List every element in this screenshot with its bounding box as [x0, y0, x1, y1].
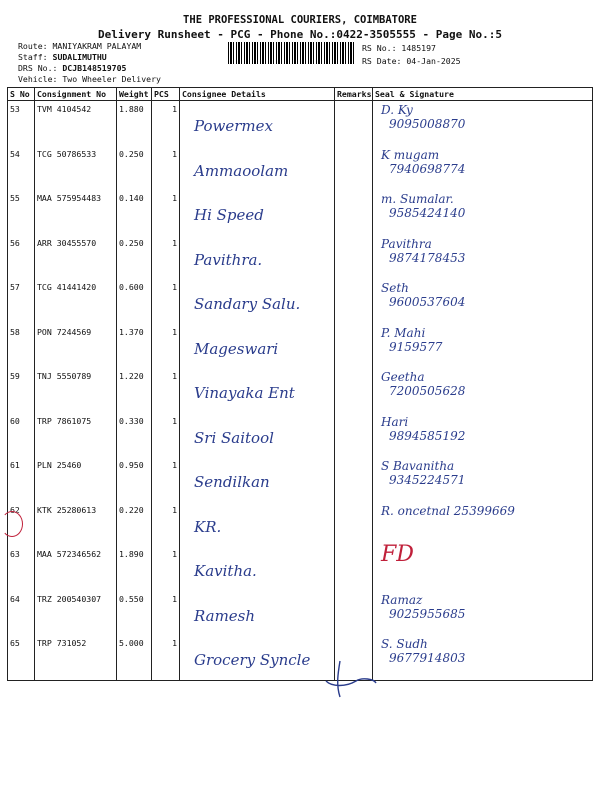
consignee-handwriting: Ammaoolam [194, 161, 289, 180]
row-consignee-cell [180, 502, 335, 547]
row-weight: 0.250 [117, 235, 152, 280]
consignee-handwriting: Pavithra. [194, 250, 263, 269]
col-consignment: Consignment No [35, 88, 117, 101]
row-consignee-cell [180, 146, 335, 191]
row-seal-cell [373, 324, 593, 369]
row-sno: 57 [8, 279, 35, 324]
staff-line [18, 52, 107, 62]
row-pcs: 1 [152, 146, 180, 191]
row-seal-cell [373, 502, 593, 547]
consignee-handwriting: Sandary Salu. [194, 295, 301, 313]
row-pcs: 1 [152, 101, 180, 146]
row-remarks [335, 368, 373, 413]
consignee-handwriting: Sendilkan [194, 473, 270, 491]
table-row [8, 368, 593, 413]
row-pcs: 1 [152, 502, 180, 547]
row-weight: 0.550 [117, 591, 152, 636]
row-sno: 59 [8, 368, 35, 413]
row-sno: 61 [8, 457, 35, 502]
row-remarks [335, 324, 373, 369]
row-sno: 55 [8, 190, 35, 235]
vehicle-label: Vehicle: Two Wheeler Delivery [18, 74, 161, 84]
row-pcs: 1 [152, 235, 180, 280]
row-consignment: TVM 4104542 [35, 101, 117, 146]
table-row [8, 457, 593, 502]
row-pcs: 1 [152, 635, 180, 680]
row-remarks [335, 146, 373, 191]
consignee-handwriting: Powermex [194, 117, 273, 135]
row-consignment: PLN 25460 [35, 457, 117, 502]
row-seal-cell [373, 101, 593, 146]
row-consignment: PON 7244569 [35, 324, 117, 369]
row-consignment: TRP 731052 [35, 635, 117, 680]
row-weight: 0.250 [117, 146, 152, 191]
col-consignee: Consignee Details [180, 88, 335, 101]
consignee-handwriting: Kavitha. [194, 562, 257, 580]
row-pcs: 1 [152, 413, 180, 458]
row-consignment: MAA 575954483 [35, 190, 117, 235]
row-consignment: TCG 41441420 [35, 279, 117, 324]
row-weight: 0.220 [117, 502, 152, 547]
row-pcs: 1 [152, 190, 180, 235]
row-remarks [335, 413, 373, 458]
red-circle-mark [1, 511, 23, 537]
row-pcs: 1 [152, 324, 180, 369]
table-row [8, 546, 593, 591]
col-sno: S No [8, 88, 35, 101]
row-sno: 64 [8, 591, 35, 636]
table-row [8, 413, 593, 458]
rs-date: RS Date: 04-Jan-2025 [362, 56, 461, 66]
barcode-image [228, 42, 356, 64]
row-seal-cell [373, 146, 593, 191]
row-consignment: ARR 30455570 [35, 235, 117, 280]
row-consignee-cell [180, 368, 335, 413]
row-consignment: TCG 50786533 [35, 146, 117, 191]
signature-handwriting: R. oncetnal 25399669 [381, 503, 515, 518]
signature-handwriting: Seth 9600537604 [381, 281, 466, 309]
row-consignment: MAA 572346562 [35, 546, 117, 591]
signature-handwriting: Ramaz 9025955685 [381, 592, 466, 621]
staff-name: SUDALIMUTHU [52, 52, 107, 62]
row-consignee-cell [180, 635, 335, 680]
row-consignment: TNJ 5550789 [35, 368, 117, 413]
row-seal-cell [373, 413, 593, 458]
signature-handwriting: Geetha 7200505628 [381, 370, 466, 398]
row-seal-cell [373, 279, 593, 324]
col-weight: Weight [117, 88, 152, 101]
row-consignee-cell [180, 101, 335, 146]
consignee-handwriting: Vinayaka Ent [194, 384, 295, 402]
row-consignee-cell [180, 591, 335, 636]
row-weight: 0.140 [117, 190, 152, 235]
signature-handwriting: Pavithra 9874178453 [381, 236, 466, 265]
table-row [8, 635, 593, 680]
row-remarks [335, 101, 373, 146]
row-consignment: TRP 7861075 [35, 413, 117, 458]
consignee-handwriting: Hi Speed [194, 206, 264, 224]
row-consignee-cell [180, 413, 335, 458]
row-remarks [335, 279, 373, 324]
row-sno: 54 [8, 146, 35, 191]
signature-handwriting: FD [381, 542, 414, 567]
drs-number: DCJB148519705 [62, 63, 127, 73]
row-consignee-cell [180, 279, 335, 324]
bottom-signature-mark [318, 655, 378, 700]
row-weight: 1.220 [117, 368, 152, 413]
row-sno: 65 [8, 635, 35, 680]
company-title: THE PROFESSIONAL COURIERS, COIMBATORE [183, 14, 417, 26]
row-sno: 60 [8, 413, 35, 458]
runsheet-table [7, 87, 593, 681]
row-sno: 56 [8, 235, 35, 280]
row-remarks [335, 591, 373, 636]
row-remarks [335, 546, 373, 591]
runsheet-subtitle: Delivery Runsheet - PCG - Phone No.:0422-3505555 - Page No.:5 [98, 28, 502, 41]
col-pcs: PCS [152, 88, 180, 101]
consignee-handwriting: Ramesh [194, 606, 256, 625]
signature-handwriting: K mugam 7940698774 [381, 147, 466, 176]
table-row [8, 591, 593, 636]
row-consignee-cell [180, 324, 335, 369]
row-consignment: KTK 25280613 [35, 502, 117, 547]
signature-handwriting: S Bavanitha 9345224571 [381, 459, 466, 487]
row-seal-cell [373, 190, 593, 235]
table-row [8, 235, 593, 280]
row-seal-cell [373, 635, 593, 680]
signature-handwriting: m. Sumalar. 9585424140 [381, 192, 466, 220]
row-pcs: 1 [152, 457, 180, 502]
row-remarks [335, 235, 373, 280]
row-consignee-cell [180, 235, 335, 280]
row-sno: 58 [8, 324, 35, 369]
row-weight: 1.370 [117, 324, 152, 369]
row-sno: 53 [8, 101, 35, 146]
row-weight: 0.330 [117, 413, 152, 458]
table-row [8, 279, 593, 324]
table-row [8, 502, 593, 547]
row-remarks [335, 457, 373, 502]
table-row [8, 146, 593, 191]
row-seal-cell [373, 542, 593, 591]
row-sno: 62 [8, 502, 35, 547]
drs-line [18, 63, 126, 73]
row-seal-cell [373, 591, 593, 636]
table-header-row [8, 88, 593, 101]
row-consignee-cell [180, 546, 335, 591]
table-row [8, 101, 593, 146]
row-sno: 63 [8, 546, 35, 591]
row-seal-cell [373, 457, 593, 502]
row-remarks [335, 190, 373, 235]
row-seal-cell [373, 368, 593, 413]
row-pcs: 1 [152, 368, 180, 413]
table-row [8, 324, 593, 369]
consignee-handwriting: Grocery Syncle [194, 651, 311, 669]
signature-handwriting: S. Sudh 9677914803 [381, 637, 466, 665]
route-label: Route: MANIYAKRAM PALAYAM [18, 41, 142, 51]
signature-handwriting: D. Ky 9095008870 [381, 103, 466, 131]
row-weight: 5.000 [117, 635, 152, 680]
table-row [8, 190, 593, 235]
row-pcs: 1 [152, 591, 180, 636]
consignee-handwriting: Sri Saitool [194, 428, 274, 447]
row-consignee-cell [180, 457, 335, 502]
row-weight: 1.880 [117, 101, 152, 146]
row-weight: 0.600 [117, 279, 152, 324]
rs-number: RS No.: 1485197 [362, 43, 436, 53]
row-seal-cell [373, 235, 593, 280]
col-remarks: Remarks [335, 88, 373, 101]
row-consignee-cell [180, 190, 335, 235]
signature-handwriting: P. Mahi 9159577 [381, 325, 443, 354]
col-seal: Seal & Signature [373, 88, 593, 101]
staff-label: Staff: [18, 52, 48, 62]
row-remarks [335, 502, 373, 547]
row-pcs: 1 [152, 546, 180, 591]
row-consignment: TRZ 200540307 [35, 591, 117, 636]
row-weight: 1.890 [117, 546, 152, 591]
row-weight: 0.950 [117, 457, 152, 502]
row-pcs: 1 [152, 279, 180, 324]
consignee-handwriting: Mageswari [194, 339, 279, 358]
consignee-handwriting: KR. [194, 517, 222, 536]
drs-label: DRS No.: [18, 63, 58, 73]
signature-handwriting: Hari 9894585192 [381, 414, 466, 443]
